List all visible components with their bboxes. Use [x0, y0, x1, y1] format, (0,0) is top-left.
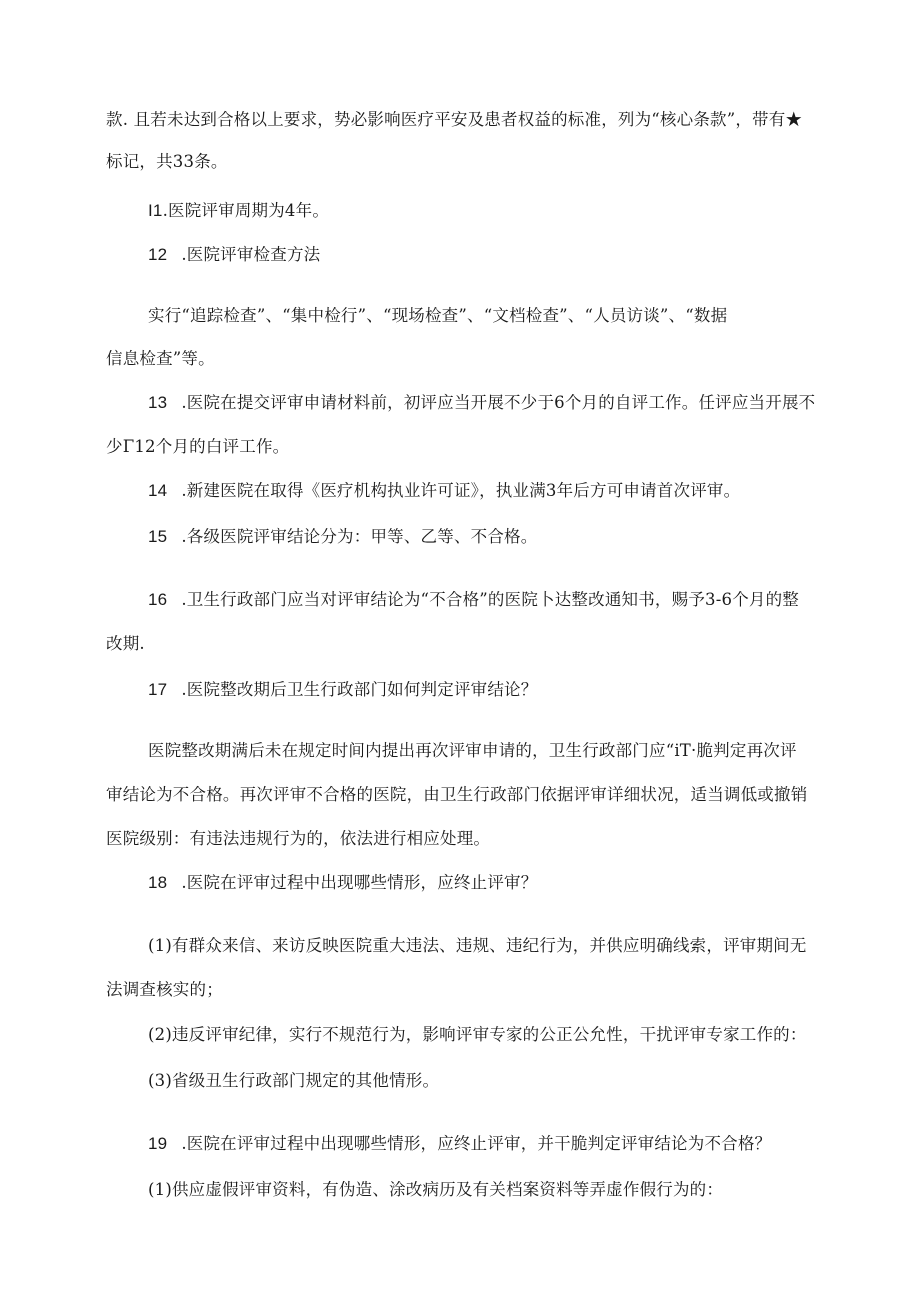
item-11 [148, 201, 329, 221]
methods-line-1: 实行“追踪检查”、“集中检行”、“现场检查”、“文档检查”、“人员访谈”、“数据 [148, 306, 728, 325]
item-14 [148, 481, 740, 501]
item-12 [148, 245, 320, 265]
item-text: .各级医院评审结论分为：甲等、乙等、不合格。 [181, 527, 538, 546]
item-number: 12 [148, 245, 168, 264]
item-number: 16 [148, 590, 168, 609]
item-number: 17 [148, 680, 168, 699]
item-13 [148, 393, 815, 413]
item-text: .医院整改期后卫生行政部门如何判定评审结论？ [181, 680, 538, 699]
item-18-sub-3: (3)省级丑生行政部门规定的其他情形。 [148, 1071, 440, 1090]
answer-17-line-2: 审结论为不合格。再次评审不合格的医院，由卫生行政部门依据评审详细状况，适当调低或撤销 [106, 785, 808, 804]
item-16-continuation: 改期. [106, 634, 145, 653]
item-number: 13 [148, 393, 168, 412]
item-text: .医院在评审过程中出现哪些情形，应终止评审？ [181, 873, 538, 892]
item-18-sub-1-continuation: 法调查核实的； [106, 980, 223, 999]
item-text: .新建医院在取得《医疗机构执业许可证》，执业满3年后方可申请首次评审。 [181, 481, 741, 500]
item-text: .医院评审检查方法 [181, 245, 321, 264]
item-19-sub-1: (1)供应虚假评审资料，有伪造、涂改病历及有关档案资料等弄虚作假行为的： [148, 1180, 724, 1199]
answer-17-line-3: 医院级别：有违法违规行为的，依法进行相应处理。 [106, 829, 491, 848]
item-19 [148, 1134, 771, 1154]
item-17 [148, 680, 537, 700]
item-18 [148, 873, 537, 893]
item-number: 14 [148, 481, 168, 500]
intro-line-2: 标记，共33条。 [106, 152, 228, 171]
item-18-sub-2: (2)违反评审纪律，实行不规范行为，影响评审专家的公正公允性，干扰评审专家工作的： [148, 1025, 807, 1044]
item-16 [148, 590, 799, 610]
item-text: .医院在评审过程中出现哪些情形，应终止评审，并干脆判定评审结论为不合格？ [181, 1134, 772, 1153]
intro-line-1: 款. 且若未达到合格以上要求，势必影响医疗平安及患者权益的标准，列为“核心条款”，带有★ [106, 110, 803, 129]
item-text: .医院在提交评审申请材料前，初评应当开展不少于6个月的自评工作。任评应当开展不 [181, 393, 816, 412]
item-number: 19 [148, 1134, 168, 1153]
methods-line-2: 信息检查”等。 [106, 349, 215, 368]
item-13-continuation: 少Γ12个月的白评工作。 [106, 437, 290, 456]
answer-17-line-1: 医院整改期满后未在规定时间内提出再次评审申请的，卫生行政部门应“iT·脆判定再次评 [148, 741, 797, 760]
item-number: I1 [148, 201, 163, 220]
item-18-sub-1: (1)有群众来信、来访反映医院重大违法、违规、违纪行为，并供应明确线索，评审期间无 [148, 936, 807, 955]
item-15 [148, 527, 537, 547]
item-text: .卫生行政部门应当对评审结论为“不合格”的医院卜达整改通知书，赐予3-6个月的整 [181, 590, 799, 609]
item-number: 18 [148, 873, 168, 892]
item-text: .医院评审周期为4年。 [162, 201, 330, 220]
item-number: 15 [148, 527, 168, 546]
